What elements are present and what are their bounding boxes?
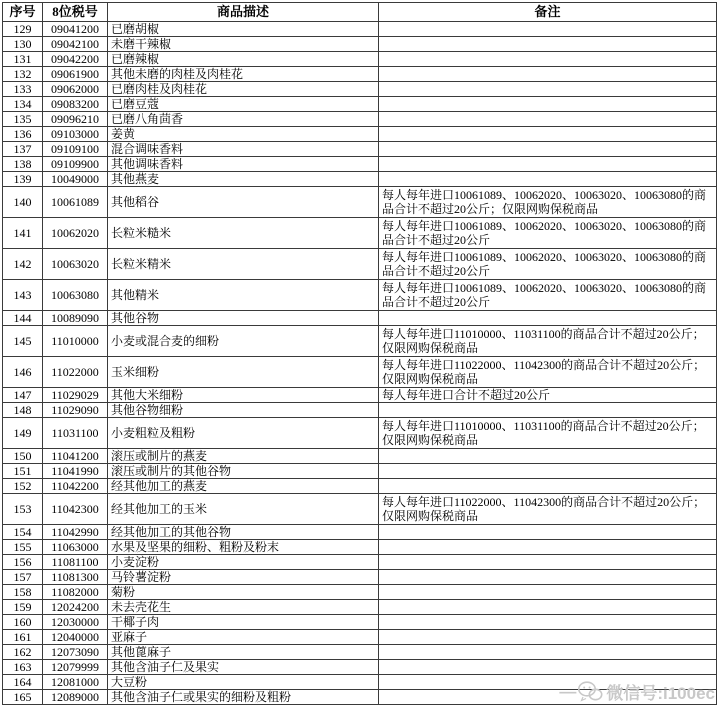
remark-cell bbox=[379, 157, 717, 172]
seq-cell: 159 bbox=[3, 600, 43, 615]
table-row bbox=[3, 418, 717, 449]
code-cell: 09109100 bbox=[43, 142, 108, 157]
remark-cell bbox=[379, 52, 717, 67]
seq-cell: 134 bbox=[3, 97, 43, 112]
remark-cell bbox=[379, 82, 717, 97]
seq-cell: 143 bbox=[3, 280, 43, 311]
remark-cell: 每人每年进口10061089、10062020、10063020、10063080的商品合计不超过20公斤；仅限网购保税商品 bbox=[379, 187, 717, 218]
table-row bbox=[3, 357, 717, 388]
table-row bbox=[3, 280, 717, 311]
seq-cell: 145 bbox=[3, 326, 43, 357]
description-cell: 其他含油子仁或果实的细粉及粗粉 bbox=[108, 690, 379, 705]
description-cell: 小麦淀粉 bbox=[108, 555, 379, 570]
watermark-label: 微信号:i100ec bbox=[606, 684, 715, 703]
code-cell: 09041200 bbox=[43, 22, 108, 37]
code-cell: 10089090 bbox=[43, 311, 108, 326]
description-cell: 亚麻子 bbox=[108, 630, 379, 645]
code-cell: 12081000 bbox=[43, 675, 108, 690]
remark-cell bbox=[379, 570, 717, 585]
seq-cell: 164 bbox=[3, 675, 43, 690]
code-cell: 12040000 bbox=[43, 630, 108, 645]
code-cell: 09103000 bbox=[43, 127, 108, 142]
table-row bbox=[3, 67, 717, 82]
column-header-code: 8位税号 bbox=[43, 3, 108, 22]
remark-cell bbox=[379, 127, 717, 142]
description-cell: 其他蓖麻子 bbox=[108, 645, 379, 660]
code-cell: 09062000 bbox=[43, 82, 108, 97]
column-header-seq: 序号 bbox=[3, 3, 43, 22]
code-cell: 09109900 bbox=[43, 157, 108, 172]
remark-cell bbox=[379, 37, 717, 52]
remark-cell bbox=[379, 660, 717, 675]
seq-cell: 162 bbox=[3, 645, 43, 660]
table-row bbox=[3, 449, 717, 464]
seq-cell: 153 bbox=[3, 494, 43, 525]
description-cell: 其他谷物细粉 bbox=[108, 403, 379, 418]
description-cell: 滚压或制片的其他谷物 bbox=[108, 464, 379, 479]
code-cell: 11041200 bbox=[43, 449, 108, 464]
table-row bbox=[3, 172, 717, 187]
remark-cell bbox=[379, 630, 717, 645]
code-cell: 09042100 bbox=[43, 37, 108, 52]
remark-cell bbox=[379, 675, 717, 690]
table-row bbox=[3, 690, 717, 705]
watermark-dash: — bbox=[559, 681, 575, 701]
code-cell: 09061900 bbox=[43, 67, 108, 82]
code-cell: 11041990 bbox=[43, 464, 108, 479]
seq-cell: 157 bbox=[3, 570, 43, 585]
code-cell: 10062020 bbox=[43, 218, 108, 249]
code-cell: 11029029 bbox=[43, 388, 108, 403]
table-row bbox=[3, 127, 717, 142]
remark-cell: 每人每年进口10061089、10062020、10063020、10063080的商品合计不超过20公斤 bbox=[379, 249, 717, 280]
remark-cell bbox=[379, 112, 717, 127]
code-cell: 09096210 bbox=[43, 112, 108, 127]
description-cell: 干椰子肉 bbox=[108, 615, 379, 630]
seq-cell: 130 bbox=[3, 37, 43, 52]
table-row bbox=[3, 525, 717, 540]
code-cell: 11022000 bbox=[43, 357, 108, 388]
table-row bbox=[3, 479, 717, 494]
table-row bbox=[3, 326, 717, 357]
remark-cell bbox=[379, 555, 717, 570]
remark-cell: 每人每年进口11022000、11042300的商品合计不超过20公斤；仅限网购保税商品 bbox=[379, 494, 717, 525]
remark-cell bbox=[379, 311, 717, 326]
code-cell: 11029090 bbox=[43, 403, 108, 418]
description-cell: 其他大米细粉 bbox=[108, 388, 379, 403]
table-row bbox=[3, 187, 717, 218]
table-row bbox=[3, 540, 717, 555]
table-row bbox=[3, 388, 717, 403]
seq-cell: 141 bbox=[3, 218, 43, 249]
code-cell: 11081300 bbox=[43, 570, 108, 585]
table-row bbox=[3, 157, 717, 172]
description-cell: 小麦或混合麦的细粉 bbox=[108, 326, 379, 357]
description-cell: 水果及坚果的细粉、粗粉及粉末 bbox=[108, 540, 379, 555]
seq-cell: 133 bbox=[3, 82, 43, 97]
seq-cell: 156 bbox=[3, 555, 43, 570]
remark-cell bbox=[379, 449, 717, 464]
table-row bbox=[3, 112, 717, 127]
table-row bbox=[3, 600, 717, 615]
description-cell: 其他含油子仁及果实 bbox=[108, 660, 379, 675]
column-header-description: 商品描述 bbox=[108, 3, 379, 22]
seq-cell: 161 bbox=[3, 630, 43, 645]
description-cell: 其他精米 bbox=[108, 280, 379, 311]
code-cell: 12030000 bbox=[43, 615, 108, 630]
description-cell: 已磨胡椒 bbox=[108, 22, 379, 37]
seq-cell: 155 bbox=[3, 540, 43, 555]
code-cell: 12073090 bbox=[43, 645, 108, 660]
table-row bbox=[3, 311, 717, 326]
code-cell: 10063080 bbox=[43, 280, 108, 311]
description-cell: 未去壳花生 bbox=[108, 600, 379, 615]
code-cell: 10063020 bbox=[43, 249, 108, 280]
seq-cell: 152 bbox=[3, 479, 43, 494]
description-cell: 经其他加工的其他谷物 bbox=[108, 525, 379, 540]
remark-cell: 每人每年进口11010000、11031100的商品合计不超过20公斤；仅限网购保税商品 bbox=[379, 418, 717, 449]
table-row bbox=[3, 570, 717, 585]
seq-cell: 138 bbox=[3, 157, 43, 172]
table-row bbox=[3, 218, 717, 249]
seq-cell: 150 bbox=[3, 449, 43, 464]
table-row bbox=[3, 22, 717, 37]
code-cell: 11031100 bbox=[43, 418, 108, 449]
table-row bbox=[3, 249, 717, 280]
seq-cell: 139 bbox=[3, 172, 43, 187]
code-cell: 11082000 bbox=[43, 585, 108, 600]
description-cell: 滚压或制片的燕麦 bbox=[108, 449, 379, 464]
table-row bbox=[3, 142, 717, 157]
description-cell: 其他调味香料 bbox=[108, 157, 379, 172]
remark-cell bbox=[379, 142, 717, 157]
seq-cell: 144 bbox=[3, 311, 43, 326]
description-cell: 未磨干辣椒 bbox=[108, 37, 379, 52]
description-cell: 菊粉 bbox=[108, 585, 379, 600]
table-row bbox=[3, 37, 717, 52]
seq-cell: 149 bbox=[3, 418, 43, 449]
code-cell: 11063000 bbox=[43, 540, 108, 555]
code-cell: 10061089 bbox=[43, 187, 108, 218]
seq-cell: 132 bbox=[3, 67, 43, 82]
seq-cell: 147 bbox=[3, 388, 43, 403]
table-row bbox=[3, 675, 717, 690]
code-cell: 12089000 bbox=[43, 690, 108, 705]
seq-cell: 140 bbox=[3, 187, 43, 218]
seq-cell: 151 bbox=[3, 464, 43, 479]
seq-cell: 158 bbox=[3, 585, 43, 600]
remark-cell bbox=[379, 403, 717, 418]
table-row bbox=[3, 615, 717, 630]
description-cell: 经其他加工的燕麦 bbox=[108, 479, 379, 494]
table-row bbox=[3, 645, 717, 660]
seq-cell: 165 bbox=[3, 690, 43, 705]
seq-cell: 136 bbox=[3, 127, 43, 142]
remark-cell: 每人每年进口11022000、11042300的商品合计不超过20公斤；仅限网购保税商品 bbox=[379, 357, 717, 388]
code-cell: 09083200 bbox=[43, 97, 108, 112]
code-cell: 11010000 bbox=[43, 326, 108, 357]
description-cell: 大豆粉 bbox=[108, 675, 379, 690]
description-cell: 长粒米糙米 bbox=[108, 218, 379, 249]
code-cell: 11081100 bbox=[43, 555, 108, 570]
description-cell: 混合调味香料 bbox=[108, 142, 379, 157]
code-cell: 12079999 bbox=[43, 660, 108, 675]
code-cell: 11042200 bbox=[43, 479, 108, 494]
remark-cell bbox=[379, 172, 717, 187]
remark-cell bbox=[379, 67, 717, 82]
remark-cell bbox=[379, 479, 717, 494]
table-row bbox=[3, 403, 717, 418]
remark-cell bbox=[379, 22, 717, 37]
seq-cell: 137 bbox=[3, 142, 43, 157]
remark-cell bbox=[379, 600, 717, 615]
code-cell: 09042200 bbox=[43, 52, 108, 67]
seq-cell: 163 bbox=[3, 660, 43, 675]
table-row bbox=[3, 585, 717, 600]
seq-cell: 154 bbox=[3, 525, 43, 540]
table-row bbox=[3, 555, 717, 570]
description-cell: 长粒米精米 bbox=[108, 249, 379, 280]
code-cell: 10049000 bbox=[43, 172, 108, 187]
description-cell: 已磨八角茴香 bbox=[108, 112, 379, 127]
seq-cell: 131 bbox=[3, 52, 43, 67]
remark-cell: 每人每年进口11010000、11031100的商品合计不超过20公斤；仅限网购保税商品 bbox=[379, 326, 717, 357]
description-cell: 姜黄 bbox=[108, 127, 379, 142]
column-header-remark: 备注 bbox=[379, 3, 717, 22]
description-cell: 已磨肉桂及肉桂花 bbox=[108, 82, 379, 97]
seq-cell: 135 bbox=[3, 112, 43, 127]
seq-cell: 129 bbox=[3, 22, 43, 37]
description-cell: 其他未磨的肉桂及肉桂花 bbox=[108, 67, 379, 82]
remark-cell bbox=[379, 97, 717, 112]
table-row bbox=[3, 494, 717, 525]
remark-cell bbox=[379, 525, 717, 540]
description-cell: 其他燕麦 bbox=[108, 172, 379, 187]
description-cell: 经其他加工的玉米 bbox=[108, 494, 379, 525]
description-cell: 已磨豆蔻 bbox=[108, 97, 379, 112]
description-cell: 玉米细粉 bbox=[108, 357, 379, 388]
remark-cell bbox=[379, 645, 717, 660]
code-cell: 11042300 bbox=[43, 494, 108, 525]
seq-cell: 160 bbox=[3, 615, 43, 630]
remark-cell bbox=[379, 690, 717, 705]
seq-cell: 148 bbox=[3, 403, 43, 418]
remark-cell: 每人每年进口10061089、10062020、10063020、10063080的商品合计不超过20公斤 bbox=[379, 280, 717, 311]
code-cell: 12024200 bbox=[43, 600, 108, 615]
remark-cell: 每人每年进口合计不超过20公斤 bbox=[379, 388, 717, 403]
table-row bbox=[3, 97, 717, 112]
remark-cell bbox=[379, 585, 717, 600]
table-row bbox=[3, 660, 717, 675]
remark-cell bbox=[379, 615, 717, 630]
hs-code-table bbox=[2, 2, 717, 705]
table-row bbox=[3, 464, 717, 479]
code-cell: 11042990 bbox=[43, 525, 108, 540]
remark-cell bbox=[379, 540, 717, 555]
description-cell: 其他谷物 bbox=[108, 311, 379, 326]
seq-cell: 142 bbox=[3, 249, 43, 280]
description-cell: 已磨辣椒 bbox=[108, 52, 379, 67]
description-cell: 小麦粗粒及粗粉 bbox=[108, 418, 379, 449]
description-cell: 其他稻谷 bbox=[108, 187, 379, 218]
seq-cell: 146 bbox=[3, 357, 43, 388]
description-cell: 马铃薯淀粉 bbox=[108, 570, 379, 585]
table-header-row bbox=[3, 3, 717, 22]
table-row bbox=[3, 82, 717, 97]
table-row bbox=[3, 630, 717, 645]
table-row bbox=[3, 52, 717, 67]
remark-cell: 每人每年进口10061089、10062020、10063020、10063080的商品合计不超过20公斤 bbox=[379, 218, 717, 249]
remark-cell bbox=[379, 464, 717, 479]
